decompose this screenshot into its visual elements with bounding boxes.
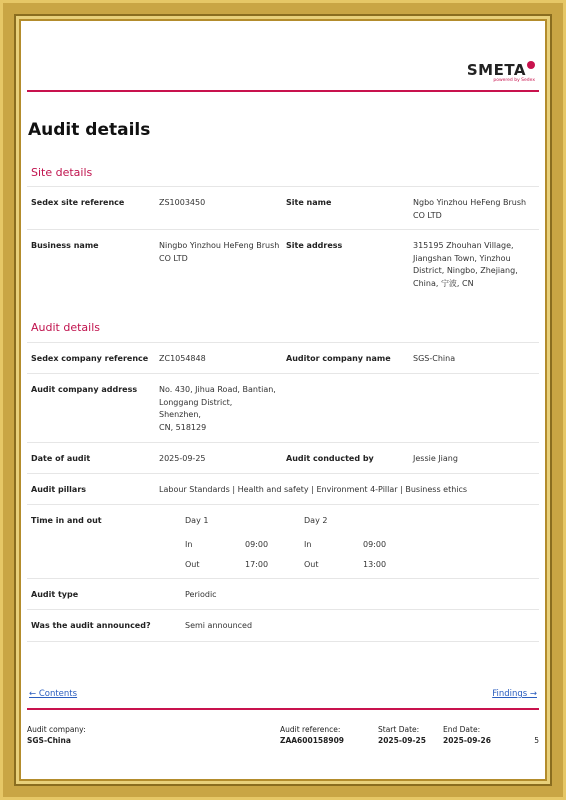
audit-pillars-label: Audit pillars bbox=[31, 485, 87, 494]
sedex-company-reference-label: Sedex company reference bbox=[31, 354, 149, 363]
audit-conducted-by-value: Jessie Jiang bbox=[413, 454, 458, 463]
site-name-line: Ngbo Yinzhou HeFeng Brush bbox=[413, 198, 527, 207]
site-reference-row bbox=[27, 186, 539, 230]
site-address-line: China, 宁波, CN bbox=[413, 278, 474, 288]
business-row bbox=[27, 229, 539, 310]
sedex-site-reference-label: Sedex site reference bbox=[31, 198, 125, 207]
logo-tagline: powered by Sedex bbox=[493, 78, 535, 83]
audit-type-value: Periodic bbox=[185, 590, 217, 599]
audit-company-address-label: Audit company address bbox=[31, 385, 138, 394]
footer-audit-company-label: Audit company: bbox=[27, 725, 86, 734]
time-in-out-row bbox=[27, 504, 539, 579]
date-of-audit-label: Date of audit bbox=[31, 454, 91, 463]
footer-audit-reference-label: Audit reference: bbox=[280, 725, 341, 734]
audit-address-line: Longgang District, bbox=[159, 397, 233, 407]
sedex-site-reference-value: ZS1003450 bbox=[159, 198, 206, 207]
footer-audit-company bbox=[27, 724, 86, 746]
site-address-label: Site address bbox=[286, 241, 343, 250]
footer-end-date-label: End Date: bbox=[443, 725, 481, 734]
audit-announced-value: Semi announced bbox=[185, 621, 253, 630]
site-address-line: 315195 Zhouhan Village, bbox=[413, 241, 514, 250]
audit-type-row bbox=[27, 578, 539, 610]
site-name-label: Site name bbox=[286, 198, 332, 207]
day2-in-value: 09:00 bbox=[363, 540, 387, 549]
contents-link[interactable]: ← Contents bbox=[29, 689, 78, 699]
day2-out-label: Out bbox=[304, 560, 319, 569]
audit-company-address-value bbox=[159, 384, 276, 434]
audit-conducted-by-label: Audit conducted by bbox=[286, 454, 374, 463]
site-address-line: Jiangshan Town, Yinzhou bbox=[413, 253, 511, 263]
sedex-company-reference-value: ZC1054848 bbox=[159, 354, 206, 363]
audit-details-heading: Audit details bbox=[31, 321, 100, 334]
date-of-audit-value: 2025-09-25 bbox=[159, 454, 206, 463]
document-page bbox=[27, 30, 539, 770]
business-name-line: Ningbo Yinzhou HeFeng Brush bbox=[159, 241, 280, 250]
audit-pillars-value: Labour Standards | Health and safety | Environment 4-Pillar | Business ethics bbox=[159, 485, 468, 494]
audit-address-line: Shenzhen, bbox=[159, 410, 201, 419]
auditor-company-name-label: Auditor company name bbox=[286, 354, 391, 363]
page-title: Audit details bbox=[28, 120, 151, 140]
footer-end-date bbox=[443, 724, 491, 746]
audit-address-line: No. 430, Jihua Road, Bantian, bbox=[159, 385, 276, 394]
business-name-label: Business name bbox=[31, 241, 99, 250]
audit-company-address-row bbox=[27, 373, 539, 443]
site-details-heading: Site details bbox=[31, 166, 93, 179]
site-address-value bbox=[413, 240, 518, 290]
footer-audit-company-value: SGS-China bbox=[27, 736, 71, 745]
logo-wordmark: SMETA bbox=[466, 61, 526, 79]
day1-in-value: 09:00 bbox=[245, 540, 269, 549]
footer-start-date-value: 2025-09-25 bbox=[378, 736, 426, 745]
company-reference-row bbox=[27, 342, 539, 374]
header-divider bbox=[27, 90, 539, 92]
site-name-line: CO LTD bbox=[413, 210, 442, 220]
smeta-logo bbox=[467, 60, 535, 83]
day2-in-label: In bbox=[304, 540, 312, 549]
day1-label: Day 1 bbox=[185, 516, 209, 525]
audit-pillars-row bbox=[27, 473, 539, 505]
footer-end-date-value: 2025-09-26 bbox=[443, 736, 491, 745]
footer-divider bbox=[27, 708, 539, 710]
audit-announced-label: Was the audit announced? bbox=[31, 621, 151, 630]
findings-link[interactable]: Findings → bbox=[492, 689, 537, 699]
footer-start-date bbox=[378, 724, 426, 746]
audit-announced-row bbox=[27, 609, 539, 642]
footer-audit-reference-value: ZAA600158909 bbox=[280, 736, 345, 745]
logo-dot-icon bbox=[527, 61, 535, 69]
day1-out-value: 17:00 bbox=[245, 560, 269, 569]
business-name-value bbox=[159, 240, 279, 265]
audit-type-label: Audit type bbox=[31, 590, 79, 599]
time-in-out-label: Time in and out bbox=[31, 516, 102, 525]
footer-start-date-label: Start Date: bbox=[378, 725, 420, 734]
footer-audit-reference bbox=[280, 724, 344, 746]
auditor-company-name-value: SGS-China bbox=[413, 354, 456, 363]
page-number: 5 bbox=[534, 736, 539, 745]
day2-label: Day 2 bbox=[304, 516, 328, 525]
audit-address-line: CN, 518129 bbox=[159, 422, 207, 432]
day2-out-value: 13:00 bbox=[363, 560, 387, 569]
site-name-value bbox=[413, 197, 526, 222]
day1-out-label: Out bbox=[185, 560, 200, 569]
business-name-line: CO LTD bbox=[159, 253, 188, 263]
date-of-audit-row bbox=[27, 442, 539, 474]
day1-in-label: In bbox=[185, 540, 193, 549]
site-address-line: District, Ningbo, Zhejiang, bbox=[413, 266, 518, 275]
